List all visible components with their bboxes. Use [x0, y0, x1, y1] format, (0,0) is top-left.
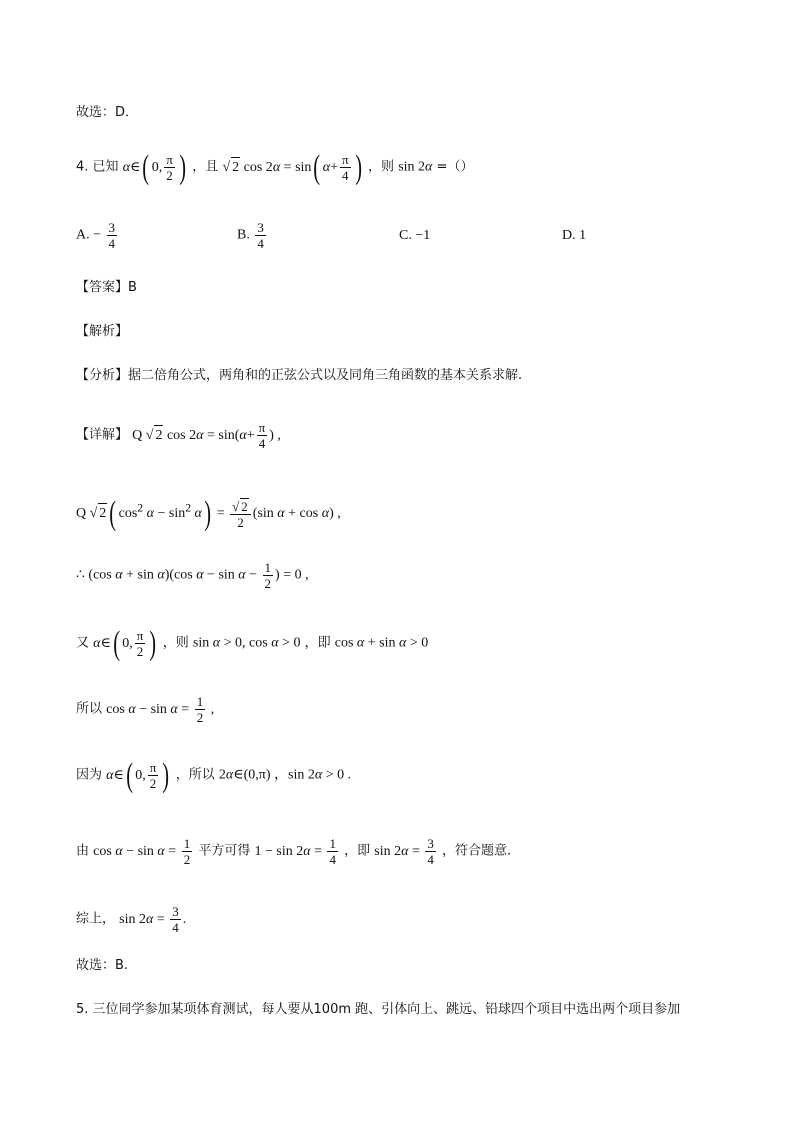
q4-condition: α∈( 0, $\frac{\pi}{2}$ ): [122, 148, 186, 186]
detail-step-3: ∴ (cos α + sin α)(cos α − sin α − $\frac{1}{2}$ ) = 0 ,: [76, 560, 309, 591]
conclusion: 综上， sin 2α = $\frac{3}{4}$ .: [76, 904, 187, 935]
analysis-summary: 【分析】据二倍角公式，两角和的正弦公式以及同角三角函数的基本关系求解.: [76, 368, 523, 383]
option-d: D. 1: [562, 228, 587, 243]
q4-and: ，且: [192, 159, 219, 175]
q4-equation: √ 2 cos 2α = sin( α+ $\frac{\pi}{4}$ ): [222, 148, 362, 186]
q4-then: ，则: [368, 159, 395, 175]
analysis-heading: 【解析】: [76, 324, 129, 339]
answer: 【答案】B: [76, 280, 137, 295]
final-choice: 故选：B.: [76, 958, 129, 973]
prev-conclusion: 故选：D．: [76, 105, 139, 120]
q4-blank: =（）: [436, 159, 474, 175]
question-4: [76, 148, 474, 186]
option-c: C. −1: [399, 228, 431, 243]
detail-step-2: Q √ 2( $\cos^2 \alpha - \sin^2 \alpha$) = $\frac{√ 2}{2}$ (sin α + cos α) ,: [76, 495, 341, 532]
q4-label: 4. 已知: [76, 159, 119, 175]
q4-ask: sin 2α: [398, 159, 433, 175]
option-a: A. − $\frac{3}{4}$: [76, 220, 116, 251]
detail-step-1: 【详解】 Q √ 2 cos 2α = sin(α+ $\frac{\pi}{4}$ ) ,: [76, 420, 281, 451]
detail-step-4: 又 α∈( 0, $\frac{\pi}{2}$ ) ，则 sin α > 0, cos α > 0 ，即 cos α + sin α > 0: [76, 624, 429, 662]
detail-step-5: 所以 cos α − sin α = $\frac{1}{2}$ ,: [76, 694, 215, 725]
option-b: B. $\frac{3}{4}$: [237, 220, 264, 251]
detail-step-6: 因为 α∈( 0, $\frac{\pi}{2}$ ) ，所以 2α∈(0,π) ，sin 2α > 0 .: [76, 756, 352, 794]
detail-step-7: 由 cos α − sin α = $\frac{1}{2}$ 平方可得 1 − sin 2α = $\frac{1}{4}$ ，即 sin 2α = $\frac{3}{4}$ ，符合题意.: [76, 836, 512, 867]
question-5: 5. 三位同学参加某项体育测试，每人要从100m 跑、引体向上、跳远、铅球四个项目中选出两个项目参加: [76, 1002, 681, 1017]
